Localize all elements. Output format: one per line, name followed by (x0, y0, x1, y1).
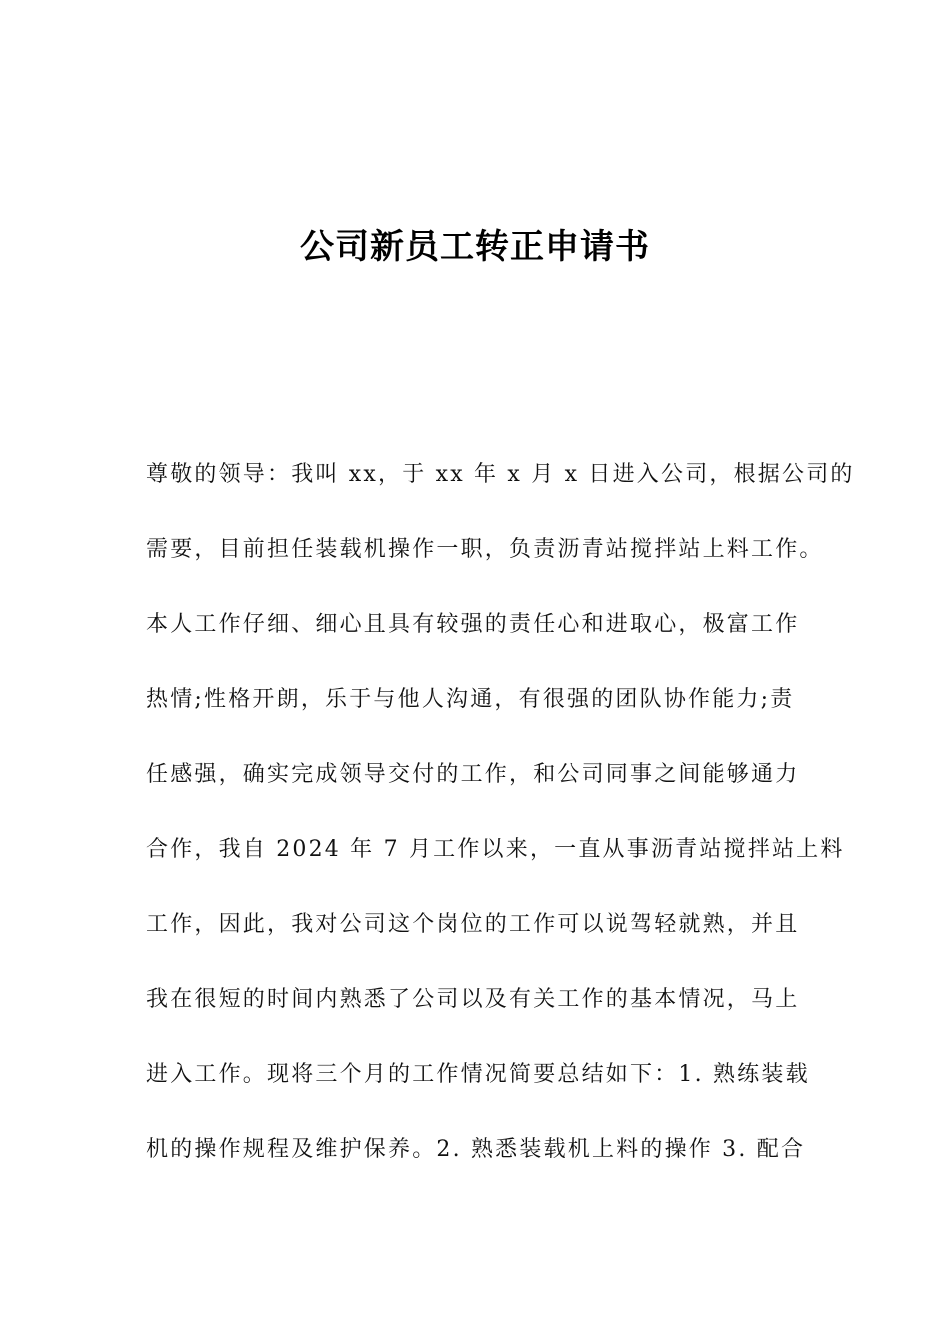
body-line: 本人工作仔细、细心且具有较强的责任心和进取心，极富工作 (146, 612, 800, 637)
body-line: 尊敬的领导：我叫 xx，于 xx 年 x 月 x 日进入公司，根据公司的 (146, 462, 855, 487)
document-title: 公司新员工转正申请书 (300, 227, 650, 267)
body-line: 热情;性格开朗，乐于与他人沟通，有很强的团队协作能力;责 (146, 687, 795, 712)
body-line: 需要，目前担任装载机操作一职，负责沥青站搅拌站上料工作。 (146, 537, 824, 562)
body-line: 机的操作规程及维护保养。2. 熟悉装载机上料的操作 3. 配合 (146, 1137, 806, 1162)
body-line: 进入工作。现将三个月的工作情况简要总结如下：1. 熟练装载 (146, 1062, 810, 1087)
body-line: 工作，因此，我对公司这个岗位的工作可以说驾轻就熟，并且 (146, 912, 800, 937)
body-line: 任感强，确实完成领导交付的工作，和公司同事之间能够通力 (146, 762, 800, 787)
body-line: 合作，我自 2024 年 7 月工作以来，一直从事沥青站搅拌站上料 (146, 837, 845, 862)
body-line: 我在很短的时间内熟悉了公司以及有关工作的基本情况，马上 (146, 987, 800, 1012)
document-body (146, 451, 855, 1201)
